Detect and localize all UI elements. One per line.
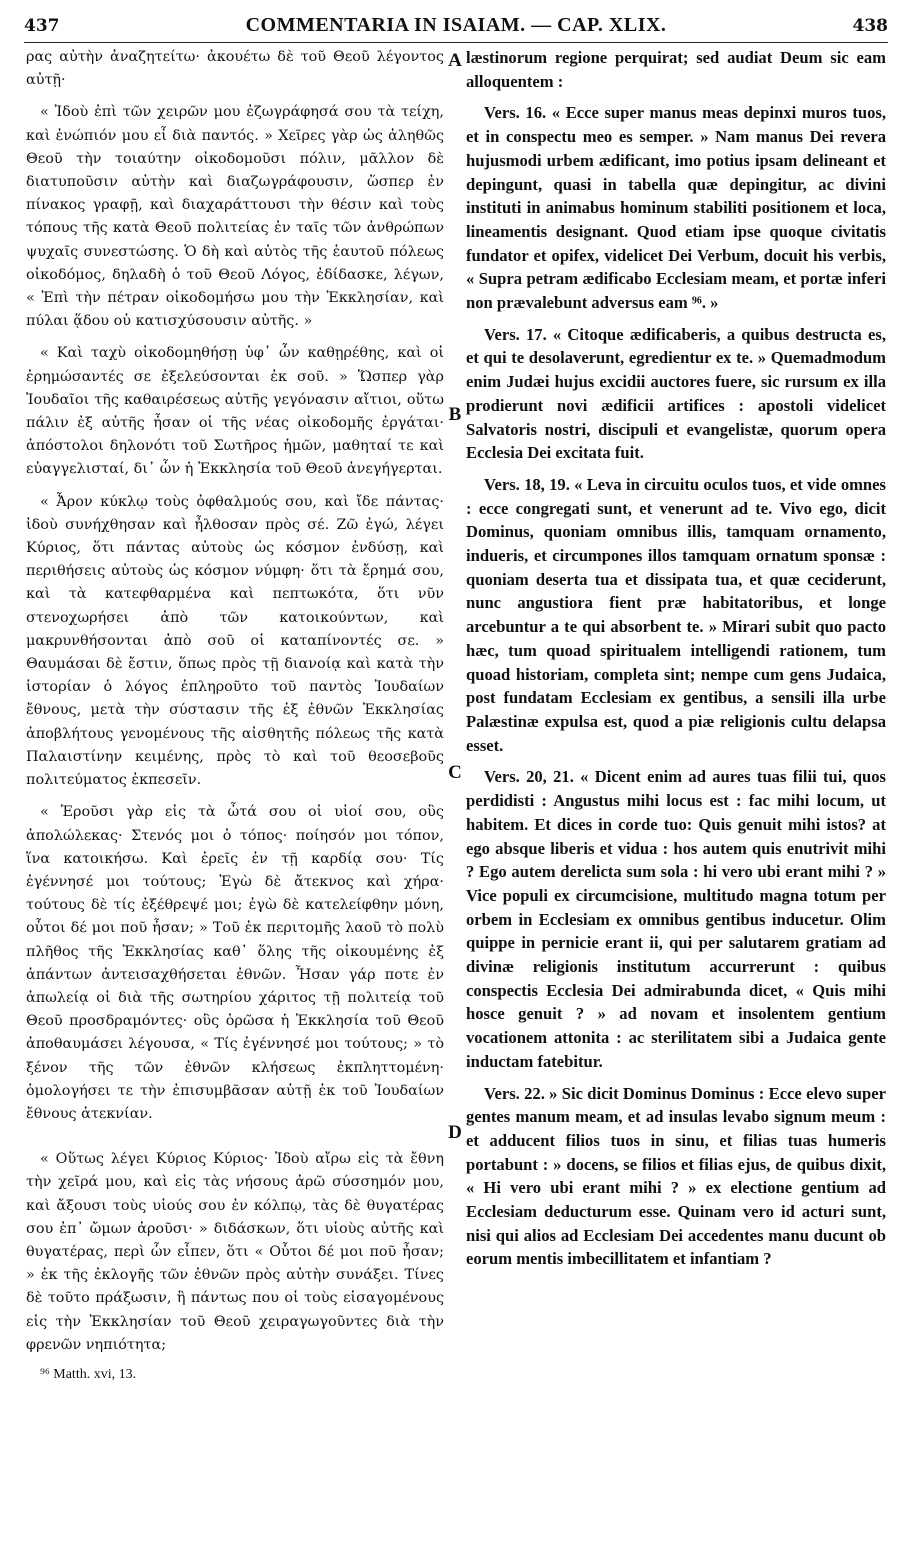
running-title: COMMENTARIA IN ISAIAM. — CAP. XLIX.: [245, 14, 667, 36]
greek-paragraph-3: « Καὶ ταχὺ οἰκοδομηθήσῃ ὑφ᾽ ὧν καθῃρέθης, καὶ οἱ ἐρημώσαντές σε ἐξελεύσονται ἐκ σοῦ. » Ὥσπερ γὰρ Ἰουδαῖοι τῆς καθαιρέσεως αὐτῆς γεγόνασιν αἴτιοι, οὕτω πάλιν ἐξ αὐτῆς ἦσαν οἱ τῆς νέας οἰκοδομῆς ἐργάται· ἀπόστολοι δηλονότι τοῦ Σωτῆρος ἡμῶν, μαθηταί τε καὶ εὐαγγελισταί, δι᾽ ὧν ἡ Ἐκκλησία τοῦ Θεοῦ ἀνεγήγερται.: [26, 345, 444, 478]
margin-marker-a: A: [448, 50, 462, 71]
latin-paragraph-3: Vers. 17. « Citoque ædificaberis, a quibus destructa es, et qui te desolaverunt, egredientur ex te. » Quemadmodum enim Judæi hujus excidii auctores fuere, sic rursum ex illa prodierunt novi ædificii artifices : apostoli videlicet Salvatoris nostri, discipuli et evangelistæ, quorum opera Ecclesia Dei excitata fuit.: [466, 324, 886, 463]
latin-paragraph-6: Vers. 22. » Sic dicit Dominus Dominus : Ecce elevo super gentes manum meam, et ad insulas levabo signum meum : et adducent filios tuos in sinu, et filias tuas humeris portabunt : » docens, se filios et filias ejus, de quibus dixit, « Hi vero ubi erant mihi ? » ex electione gentium ad Ecclesiam deducturum esse. Quinam vero id acturi sunt, nisi qui alios ad Ecclesiam Dei accedentes manu ducunt ob eorum mentis imbecillitatem et infantiam ?: [466, 1083, 886, 1269]
page-number-left: 437: [24, 16, 60, 36]
greek-column: [26, 46, 444, 1386]
margin-marker-c: C: [448, 762, 462, 783]
latin-paragraph-2: Vers. 16. « Ecce super manus meas depinxi muros tuos, et in conspectu meo es semper. » Nam manus Dei revera hujusmodi urbem ædificant, imo potius ipsam delineant et depingunt, quasi in tabella quæ depingitur, ac divini instituti in animabus hominum stabiliti positionem et loca, lineamentis designant. Quod etiam ipse quoque civitatis fundator et opifex, videlicet Dei Verbum, docuit his verbis, « Supra petram ædificabo Ecclesiam meam, et portæ inferi non prævalebunt adversus eam ⁹⁶. »: [466, 103, 886, 313]
margin-marker-d: D: [448, 1122, 462, 1143]
greek-paragraph-5: « Ἐροῦσι γὰρ εἰς τὰ ὦτά σου οἱ υἱοί σου, οὓς ἀπολώλεκας· Στενός μοι ὁ τόπος· ποίησόν μοι τόπον, ἵνα κατοικήσω. Καὶ ἐρεῖς ἐν τῇ καρδίᾳ σου· Τίς ἐγέννησέ μοι τούτους; Ἐγὼ δὲ ἄτεκνος καὶ χήρα· τούτους δὲ τίς ἐξέθρεψέ μοι; ἐγὼ δὲ κατελείφθην μόνη, οὗτοι δέ μοι ποῦ ἦσαν; » Τοῦ ἐκ περιτομῆς λαοῦ τὸ πολὺ πλῆθος τῆς Ἐκκλησίας καθ᾽ ὅλης τῆς οἰκουμένης ἐξ ἁπάντων ἀντεισαχθήσεται ἐθνῶν. Ἦσαν γάρ ποτε ἐν ἀπωλείᾳ οἱ διὰ τῆς σωτηρίου χάριτος τῇ πολιτείᾳ τοῦ Θεοῦ προσδραμόντες· οὓς ὁρῶσα ἡ Ἐκκλησία τοῦ Θεοῦ ἀποθαυμάσει λέγουσα, « Τίς ἐγέννησέ μοι τούτους; » τὸ ξένον τῆς τῶν ἐθνῶν κλήσεως ἐκπληττομένη· ὁμολογήσει τε τὴν ἐπισυμβᾶσαν αὐτῇ ἐκ τοῦ Ἰουδαίων ἔθνους ἀτεκνίαν.: [26, 804, 444, 1122]
page-number-right: 438: [852, 16, 888, 36]
running-header: [24, 12, 888, 43]
greek-paragraph-6: « Οὕτως λέγει Κύριος Κύριος· Ἰδοὺ αἴρω εἰς τὰ ἔθνη τὴν χεῖρά μου, καὶ εἰς τὰς νήσους ἀρῶ σύσσημόν μου, καὶ ἄξουσι τοὺς υἱούς σου ἐν κόλπῳ, τὰς δὲ θυγατέρας σου ἐπ᾽ ὤμων ἀροῦσι· » διδάσκων, ὅτι υἱοὺς αὐτῆς καὶ θυγατέρας, περὶ ὧν εἶπεν, ὅτι « Οὗτοι δέ μοι ποῦ ἦσαν; » ἐκ τῆς ἐκλογῆς τῶν ἐθνῶν πρὸς αὐτὴν συνάξει. Τίνες δὲ τοῦτο πράξωσιν, ἢ πάντως που οἱ τοὺς εἰσαγομένους εἰς τὴν Ἐκκλησίαν τοῦ Θεοῦ χειραγωγοῦντες διὰ τὴν φρενῶν νηπιότητα;: [26, 1151, 444, 1353]
latin-paragraph-1: læstinorum regione perquirat; sed audiat Deum sic eam alloquentem :: [466, 48, 886, 91]
margin-marker-b: B: [448, 404, 462, 425]
latin-paragraph-5: Vers. 20, 21. « Dicent enim ad aures tuas filii tui, quos perdidisti : Angustus mihi locus est : fac mihi locum, ut habitem. Et dices in corde tuo: Quis genuit mihi istos? at ego absque liberis et vidua : hos autem quis enutrivit mihi ? Ego autem derelicta sum sola : hi vero ubi erant mihi ? » Vice populi ex circumcisione, multitudo magna totum per orbem in Ecclesiam ex omnibus gentibus inducetur. Olim quippe in pernicie erant ii, qui per salutarem gratiam ad divinæ religionis institutum accurrerunt : quibus conspectis Ecclesia Dei admirabunda dicet, « Quis mihi hosce genuit ? » ad novam et insolentem gentium vocationem attonita : ac sterilitatem sibi a Judaica gente inductam fatebitur.: [466, 767, 886, 1071]
greek-paragraph-2: « Ἰδοὺ ἐπὶ τῶν χειρῶν μου ἐζωγράφησά σου τὰ τείχη, καὶ ἐνώπιόν μου εἶ διὰ παντός. » Χεῖρες γὰρ ὡς ἀληθῶς Θεοῦ τὴν τοιαύτην οἰκοδομοῦσι πόλιν, μᾶλλον δὲ διατυποῦσιν αὐτὴν καὶ διαζωγράφουσιν, ὥσπερ ἐν πίνακος γραφῇ, καὶ διαχαράττουσι τὴν θέσιν καὶ τοὺς τόπους τῆς κατὰ Θεοῦ πολιτείας ἐν ταῖς τῶν ἀνθρώπων ψυχαῖς συνεστώσης. Ὁ δὴ καὶ αὐτὸς τῆς ἑαυτοῦ πόλεως οἰκοδόμος, δηλαδὴ ὁ τοῦ Θεοῦ Λόγος, ἐδίδασκε, λέγων, « Ἐπὶ τὴν πέτραν οἰκοδομήσω μου τὴν Ἐκκλησίαν, καὶ πύλαι ᾅδου οὐ κατισχύσουσιν αὐτῆς. »: [26, 104, 444, 330]
greek-paragraph-1: ρας αὐτὴν ἀναζητείτω· ἀκουέτω δὲ τοῦ Θεοῦ λέγοντος αὐτῇ·: [26, 49, 444, 89]
greek-paragraph-4: « Ἆρον κύκλῳ τοὺς ὀφθαλμούς σου, καὶ ἴδε πάντας· ἰδοὺ συνήχθησαν καὶ ἦλθοσαν πρὸς σέ. Ζῶ ἐγώ, λέγει Κύριος, ὅτι πάντας αὐτοὺς ὡς κόσμον ἐνδύσῃ, καὶ περιθήσεις αὐτοὺς ὡς κόσμον νύμφη· ὅτι τὰ ἔρημά σου, καὶ τὰ κατεφθαρμένα καὶ πεπτωκότα, ὅτι νῦν στενοχωρήσει ἀπὸ τῶν κατοικούντων, καὶ μακρυνθήσονται ἀπὸ σοῦ οἱ καταπίνοντές σε. » Θαυμάσαι δὲ ἔστιν, ὅπως πρὸς τῇ διανοίᾳ καὶ κατὰ τὴν ἱστορίαν ὁ λόγος ἐπληροῦτο τοῦ παντὸς Ἰουδαίων ἔθνους, μετὰ τὴν σύστασιν τῆς ἐξ ἐθνῶν Ἐκκλησίας ἀποβλήτους γενομένους τῆς αἰσθητῆς πόλεως τῆς κατὰ Παλαιστίνην κειμένης, πρὸς τὸ καὶ τοῦ θεοσεβοῦς πολιτεύματος ἐκπεσεῖν.: [26, 493, 444, 789]
footnote: ⁹⁶ Matth. xvi, 13.: [40, 1366, 137, 1382]
latin-column: [466, 46, 886, 1271]
latin-paragraph-4: Vers. 18, 19. « Leva in circuitu oculos tuos, et vide omnes : ecce congregati sunt, et venerunt ad te. Vivo ego, dicit Dominus, quoniam omnibus illis, tamquam ornamento, indueris, et circumpones illos tamquam ornatum sponsæ : quoniam deserta tua et dissipata tua, et quæ ceciderunt, nunc angustiora fient præ habitatoribus, et longe arcebuntur a te qui absorbent te. » Mirari subit quo pacto hæc, tum quoad spiritualem intelligendi rationem, tum quoad historiam, completa sint; nempe cum gens Judaica, post fundatam Ecclesiam ex gentibus, a sensili illa urbe Palæstinæ expulsa est, quod a piæ religionis cultu delapsa esset.: [466, 474, 886, 755]
